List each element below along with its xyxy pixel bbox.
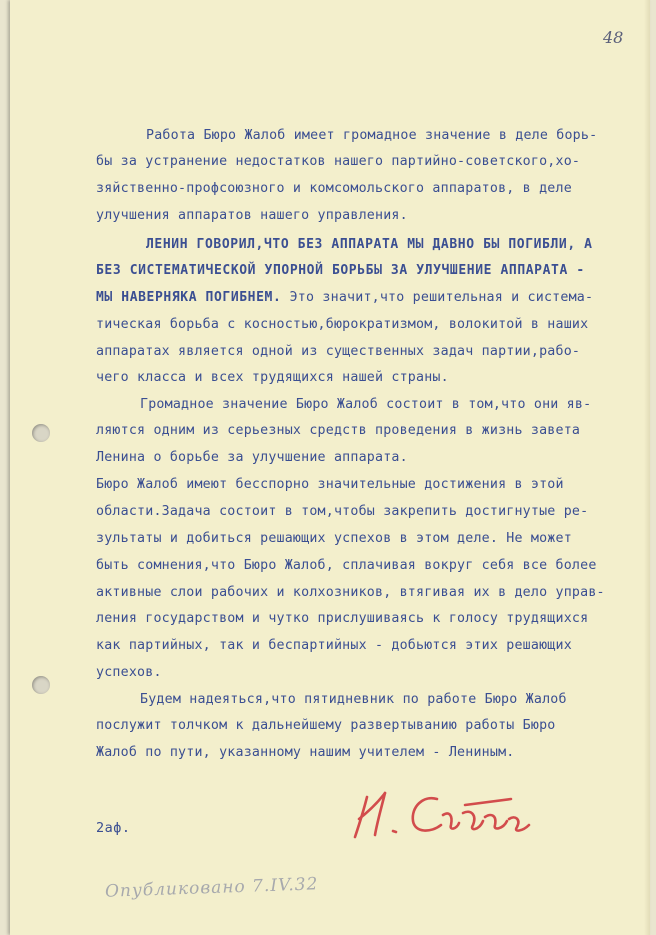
text-line: улучшения аппаратов нашего управления. xyxy=(96,208,408,223)
text-line: Жалоб по пути, указанному нашим учителем - Лениным. xyxy=(96,745,515,760)
text-line: Работа Бюро Жалоб имеет громадное значение в деле борь- xyxy=(146,128,598,143)
text-line: ляются одним из серьезных средств проведения в жизнь завета xyxy=(96,423,581,438)
text-line: ления государством и чутко прислушиваясь к голосу трудящихся xyxy=(96,611,589,626)
text-line: Громадное значение Бюро Жалоб состоит в том,что они яв- xyxy=(140,397,592,412)
text-line: бы за устранение недостатков нашего партийно-советского,хо- xyxy=(96,154,581,169)
text-line: зяйственно-профсоюзного и комсомольского аппаратов, в деле xyxy=(96,181,572,196)
text-line: успехов. xyxy=(96,665,162,680)
quote-end: МЫ НАВЕРНЯКА ПОГИБНЕМ. xyxy=(96,290,282,305)
text-line: послужит толчком к дальнейшему развертыванию работы Бюро xyxy=(96,718,556,733)
signature-mark xyxy=(345,785,545,845)
text-line: зультаты и добиться решающих успехов в этом деле. Не может xyxy=(96,531,572,546)
text-line: активные слои рабочих и колхозников, втягивая их в дело управ- xyxy=(96,585,605,600)
punch-hole xyxy=(32,424,50,442)
text-line: области.Задача состоит в том,чтобы закрепить достигнутые ре- xyxy=(96,504,589,519)
text-line: аппаратах является одной из существенных задач партии,рабо- xyxy=(96,344,581,359)
text-fragment: Это значит,что решительная и система- xyxy=(281,290,594,305)
page-number: 48 xyxy=(603,28,624,47)
text-line: Будем надеяться,что пятидневник по работе Бюро Жалоб xyxy=(140,692,567,707)
text-line: ЛЕНИН ГОВОРИЛ,ЧТО БЕЗ АППАРАТА МЫ ДАВНО БЫ ПОГИБЛИ, А xyxy=(146,237,593,252)
text-line: Ленина о борьбе за улучшение аппарата. xyxy=(96,450,408,465)
text-line: БЕЗ СИСТЕМАТИЧЕСКОЙ УПОРНОЙ БОРЬБЫ ЗА УЛУЧШЕНИЕ АППАРАТА - xyxy=(96,263,585,278)
text-line xyxy=(96,289,593,307)
text-line: Бюро Жалоб имеют бесспорно значительные достижения в этой xyxy=(96,477,564,492)
registry-mark: 2аф. xyxy=(96,820,131,836)
handwritten-publication-note: Опубликовано 7.IV.32 xyxy=(104,874,319,902)
text-line: тическая борьба с косностью,бюрократизмом, волокитой в наших xyxy=(96,317,589,332)
text-line: как партийных, так и беспартийных - добьются этих решающих xyxy=(96,638,572,653)
punch-hole xyxy=(32,676,50,694)
text-line: чего класса и всех трудящихся нашей страны. xyxy=(96,370,449,385)
text-line: быть сомнения,что Бюро Жалоб, сплачивая вокруг себя все более xyxy=(96,558,597,573)
